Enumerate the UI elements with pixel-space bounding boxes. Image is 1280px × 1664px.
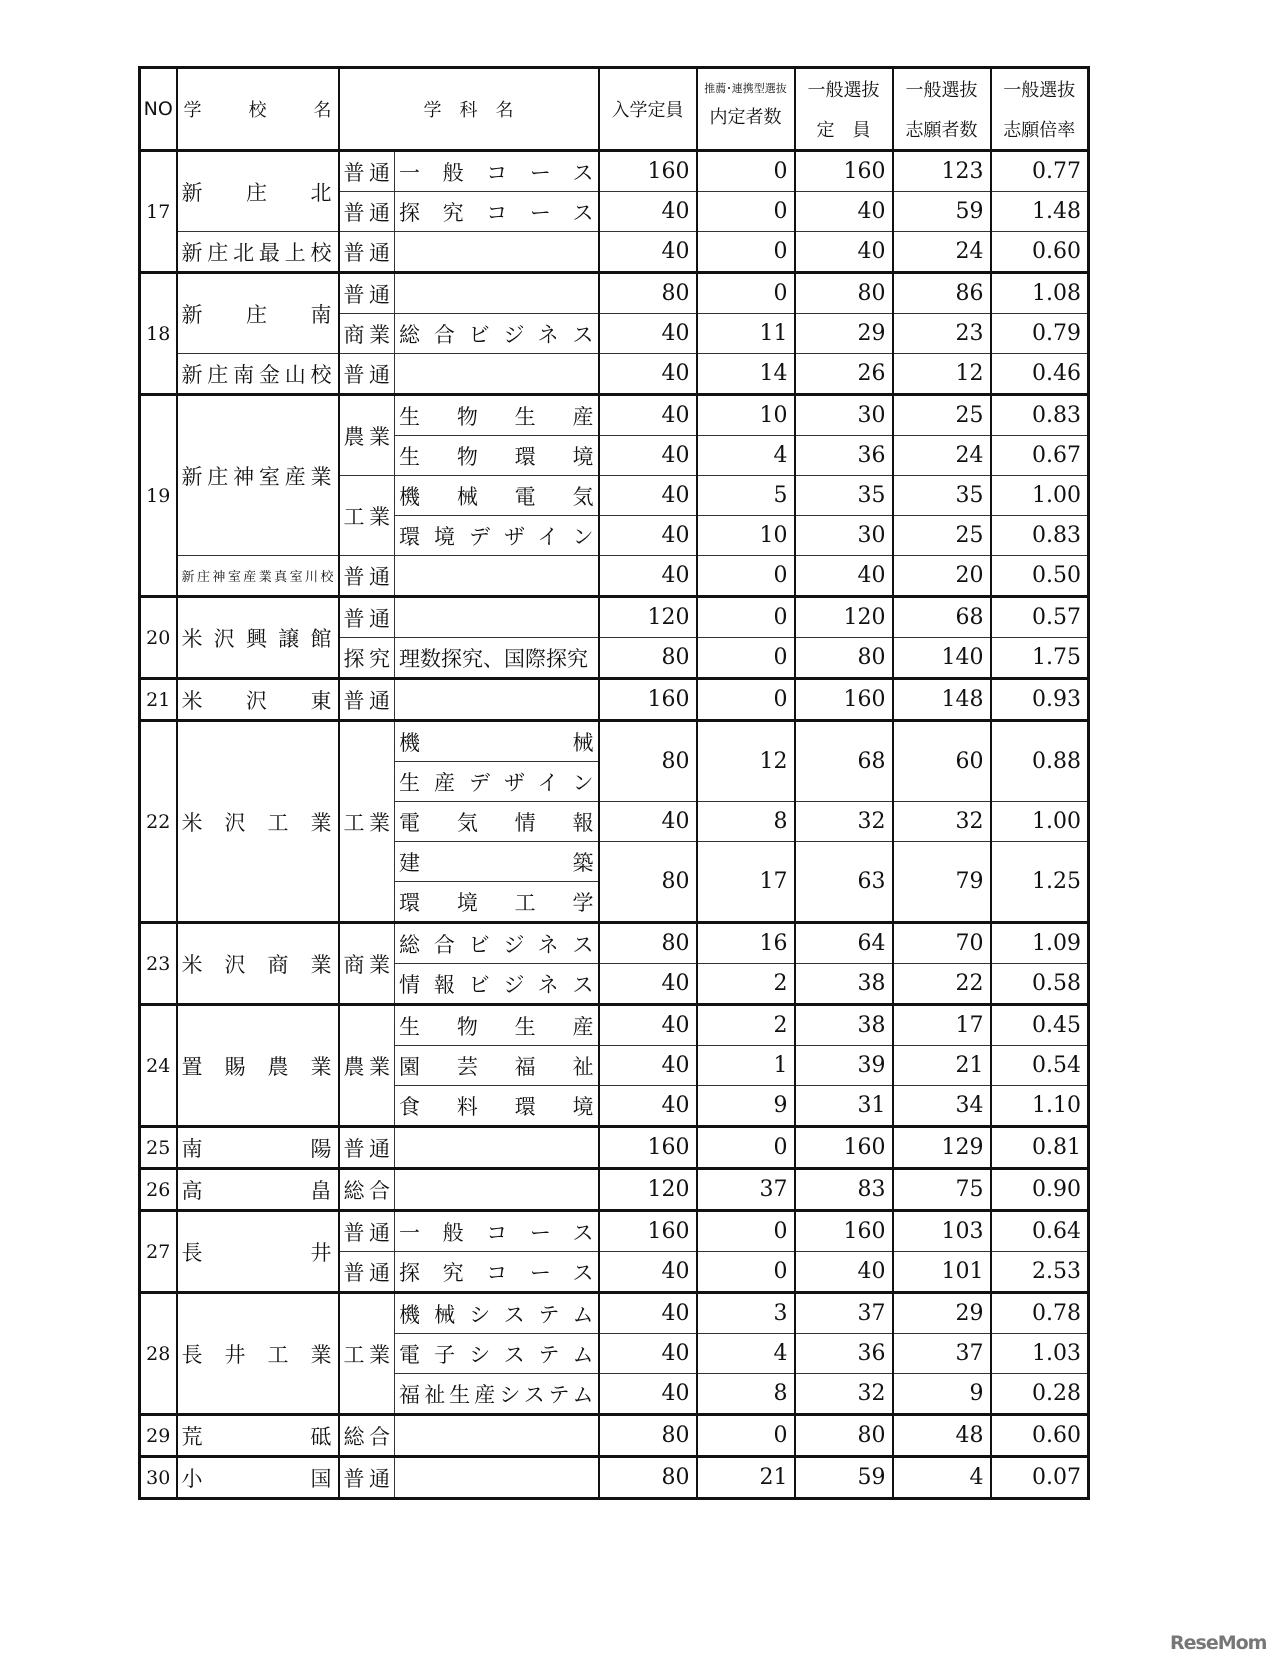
course-name xyxy=(395,232,599,273)
capacity: 160 xyxy=(599,1211,697,1252)
general-capacity: 80 xyxy=(795,1415,893,1457)
dept-type: 探究 xyxy=(339,638,395,679)
recommend-count: 5 xyxy=(697,476,795,516)
header-recommend-bottom: 内定者数 xyxy=(709,107,782,128)
school-no: 29 xyxy=(140,1415,177,1457)
course-name: 生産デザイン xyxy=(395,762,599,802)
table-row xyxy=(140,1211,1089,1252)
dept-type: 商業 xyxy=(339,314,395,354)
recommend-count: 0 xyxy=(697,232,795,273)
capacity: 80 xyxy=(599,273,697,314)
applicants: 22 xyxy=(893,964,991,1005)
ratio: 1.08 xyxy=(991,273,1089,314)
course-name: 理数探究、国際探究 xyxy=(395,638,599,679)
recommend-count: 4 xyxy=(697,436,795,476)
ratio: 0.79 xyxy=(991,314,1089,354)
recommend-count: 17 xyxy=(697,842,795,923)
ratio: 1.75 xyxy=(991,638,1089,679)
ratio: 0.57 xyxy=(991,597,1089,638)
table-row xyxy=(140,1169,1089,1211)
recommend-count: 0 xyxy=(697,1127,795,1169)
course-name: 環境工学 xyxy=(395,882,599,923)
dept-type: 農業 xyxy=(339,395,395,476)
recommend-count: 8 xyxy=(697,1374,795,1415)
capacity: 80 xyxy=(599,923,697,964)
table-row xyxy=(140,273,1089,314)
applicants: 24 xyxy=(893,436,991,476)
applicants: 101 xyxy=(893,1252,991,1293)
course-name xyxy=(395,1169,599,1211)
header-ratio-top: 一般選抜 xyxy=(991,68,1089,110)
school-no: 28 xyxy=(140,1293,177,1415)
ratio: 0.50 xyxy=(991,556,1089,597)
header-course: 学 科 名 xyxy=(339,68,599,151)
course-name: 環境デザイン xyxy=(395,516,599,556)
header-recommend xyxy=(697,68,795,151)
applicants: 59 xyxy=(893,192,991,232)
recommend-count: 14 xyxy=(697,354,795,395)
dept-type: 普通 xyxy=(339,354,395,395)
capacity: 40 xyxy=(599,1334,697,1374)
dept-type: 普通 xyxy=(339,273,395,314)
ratio: 0.78 xyxy=(991,1293,1089,1334)
applicants: 9 xyxy=(893,1374,991,1415)
capacity: 80 xyxy=(599,638,697,679)
dept-type: 総合 xyxy=(339,1415,395,1457)
school-name: 米沢興譲館 xyxy=(177,597,339,679)
ratio: 0.60 xyxy=(991,232,1089,273)
applicants: 17 xyxy=(893,1005,991,1046)
recommend-count: 0 xyxy=(697,151,795,192)
general-capacity: 80 xyxy=(795,638,893,679)
school-no: 23 xyxy=(140,923,177,1005)
capacity: 40 xyxy=(599,516,697,556)
general-capacity: 160 xyxy=(795,151,893,192)
applicants: 70 xyxy=(893,923,991,964)
recommend-count: 10 xyxy=(697,395,795,436)
dept-type: 普通 xyxy=(339,597,395,638)
school-name: 長井工業 xyxy=(177,1293,339,1415)
applicants: 20 xyxy=(893,556,991,597)
school-no: 17 xyxy=(140,151,177,273)
capacity: 40 xyxy=(599,1086,697,1127)
header-school: 学 校 名 xyxy=(177,68,339,151)
ratio: 0.28 xyxy=(991,1374,1089,1415)
ratio: 0.83 xyxy=(991,516,1089,556)
capacity: 40 xyxy=(599,436,697,476)
recommend-count: 0 xyxy=(697,1252,795,1293)
recommend-count: 37 xyxy=(697,1169,795,1211)
ratio: 1.03 xyxy=(991,1334,1089,1374)
general-capacity: 40 xyxy=(795,232,893,273)
school-no: 26 xyxy=(140,1169,177,1211)
table-row xyxy=(140,1293,1089,1334)
capacity: 40 xyxy=(599,476,697,516)
general-capacity: 160 xyxy=(795,679,893,721)
school-name: 米沢工業 xyxy=(177,721,339,923)
general-capacity: 120 xyxy=(795,597,893,638)
capacity: 80 xyxy=(599,721,697,802)
capacity: 40 xyxy=(599,314,697,354)
school-name: 新庄南 xyxy=(177,273,339,354)
recommend-count: 0 xyxy=(697,556,795,597)
applicants: 68 xyxy=(893,597,991,638)
recommend-count: 16 xyxy=(697,923,795,964)
general-capacity: 160 xyxy=(795,1127,893,1169)
capacity: 40 xyxy=(599,1293,697,1334)
dept-type: 総合 xyxy=(339,1169,395,1211)
applicants: 12 xyxy=(893,354,991,395)
general-capacity: 39 xyxy=(795,1046,893,1086)
general-capacity: 36 xyxy=(795,436,893,476)
general-capacity: 37 xyxy=(795,1293,893,1334)
recommend-count: 0 xyxy=(697,638,795,679)
capacity: 40 xyxy=(599,192,697,232)
school-name: 南陽 xyxy=(177,1127,339,1169)
recommend-count: 10 xyxy=(697,516,795,556)
school-name: 高畠 xyxy=(177,1169,339,1211)
course-name xyxy=(395,597,599,638)
general-capacity: 80 xyxy=(795,273,893,314)
recommend-count: 0 xyxy=(697,1211,795,1252)
recommend-count: 1 xyxy=(697,1046,795,1086)
applicants: 79 xyxy=(893,842,991,923)
capacity: 160 xyxy=(599,151,697,192)
course-name: 機械システム xyxy=(395,1293,599,1334)
header-recommend-top: 推薦･連携型選抜 xyxy=(704,82,787,95)
course-name: 情報ビジネス xyxy=(395,964,599,1005)
school-name: 新庄南金山校 xyxy=(177,354,339,395)
table-row xyxy=(140,1127,1089,1169)
table-row xyxy=(140,679,1089,721)
applicants: 140 xyxy=(893,638,991,679)
general-capacity: 30 xyxy=(795,516,893,556)
school-name: 新庄神室産業真室川校 xyxy=(177,556,339,597)
ratio: 0.54 xyxy=(991,1046,1089,1086)
header-applicants-bottom: 志願者数 xyxy=(893,109,991,151)
ratio: 0.88 xyxy=(991,721,1089,802)
dept-type: 工業 xyxy=(339,721,395,923)
ratio: 0.77 xyxy=(991,151,1089,192)
school-name: 新庄北 xyxy=(177,151,339,232)
capacity: 40 xyxy=(599,556,697,597)
dept-type: 普通 xyxy=(339,192,395,232)
applicants: 34 xyxy=(893,1086,991,1127)
header-capacity: 入学定員 xyxy=(599,68,697,151)
header-no: NO xyxy=(140,68,177,151)
capacity: 80 xyxy=(599,1457,697,1499)
course-name: 一般コース xyxy=(395,1211,599,1252)
general-capacity: 32 xyxy=(795,1374,893,1415)
recommend-count: 0 xyxy=(697,273,795,314)
ratio: 0.83 xyxy=(991,395,1089,436)
dept-type: 商業 xyxy=(339,923,395,1005)
header-applicants-top: 一般選抜 xyxy=(893,68,991,110)
course-name xyxy=(395,679,599,721)
general-capacity: 30 xyxy=(795,395,893,436)
applicants: 86 xyxy=(893,273,991,314)
table-row xyxy=(140,556,1089,597)
table-row xyxy=(140,232,1089,273)
table-row xyxy=(140,923,1089,964)
applicants: 123 xyxy=(893,151,991,192)
applicants: 129 xyxy=(893,1127,991,1169)
ratio: 0.81 xyxy=(991,1127,1089,1169)
course-name: 機械 xyxy=(395,721,599,762)
school-no: 20 xyxy=(140,597,177,679)
general-capacity: 32 xyxy=(795,802,893,842)
applicants: 148 xyxy=(893,679,991,721)
recommend-count: 8 xyxy=(697,802,795,842)
course-name: 福祉生産システム xyxy=(395,1374,599,1415)
school-no: 30 xyxy=(140,1457,177,1499)
recommend-count: 0 xyxy=(697,679,795,721)
school-no: 19 xyxy=(140,395,177,597)
capacity: 40 xyxy=(599,1252,697,1293)
recommend-count: 21 xyxy=(697,1457,795,1499)
course-name: 建築 xyxy=(395,842,599,882)
school-no: 18 xyxy=(140,273,177,395)
ratio: 0.45 xyxy=(991,1005,1089,1046)
general-capacity: 26 xyxy=(795,354,893,395)
capacity: 80 xyxy=(599,842,697,923)
capacity: 40 xyxy=(599,395,697,436)
table-row xyxy=(140,395,1089,436)
course-name: 電気情報 xyxy=(395,802,599,842)
course-name: 探究コース xyxy=(395,1252,599,1293)
applicants: 25 xyxy=(893,516,991,556)
general-capacity: 160 xyxy=(795,1211,893,1252)
school-name: 米沢商業 xyxy=(177,923,339,1005)
ratio: 0.60 xyxy=(991,1415,1089,1457)
admission-table-sheet xyxy=(138,66,1090,1500)
dept-type: 普通 xyxy=(339,1252,395,1293)
applicants: 4 xyxy=(893,1457,991,1499)
applicants: 35 xyxy=(893,476,991,516)
course-name: 機械電気 xyxy=(395,476,599,516)
general-capacity: 35 xyxy=(795,476,893,516)
capacity: 40 xyxy=(599,802,697,842)
header-ratio-bottom: 志願倍率 xyxy=(991,109,1089,151)
school-no: 21 xyxy=(140,679,177,721)
capacity: 80 xyxy=(599,1415,697,1457)
dept-type: 普通 xyxy=(339,1127,395,1169)
applicants: 24 xyxy=(893,232,991,273)
course-name: 総合ビジネス xyxy=(395,923,599,964)
school-name: 小国 xyxy=(177,1457,339,1499)
general-capacity: 38 xyxy=(795,964,893,1005)
ratio: 1.10 xyxy=(991,1086,1089,1127)
general-capacity: 40 xyxy=(795,1252,893,1293)
capacity: 40 xyxy=(599,1046,697,1086)
course-name xyxy=(395,1457,599,1499)
school-name: 新庄神室産業 xyxy=(177,395,339,556)
applicants: 103 xyxy=(893,1211,991,1252)
general-capacity: 36 xyxy=(795,1334,893,1374)
dept-type: 普通 xyxy=(339,1457,395,1499)
ratio: 0.58 xyxy=(991,964,1089,1005)
recommend-count: 0 xyxy=(697,1415,795,1457)
dept-type: 普通 xyxy=(339,679,395,721)
applicants: 32 xyxy=(893,802,991,842)
applicants: 25 xyxy=(893,395,991,436)
school-name: 長井 xyxy=(177,1211,339,1293)
ratio: 1.00 xyxy=(991,802,1089,842)
recommend-count: 2 xyxy=(697,964,795,1005)
general-capacity: 29 xyxy=(795,314,893,354)
general-capacity: 64 xyxy=(795,923,893,964)
resemom-logo: ReseMom xyxy=(1170,1632,1267,1654)
table-row xyxy=(140,1415,1089,1457)
course-name: 総合ビジネス xyxy=(395,314,599,354)
school-name: 米沢東 xyxy=(177,679,339,721)
school-no: 25 xyxy=(140,1127,177,1169)
capacity: 40 xyxy=(599,1005,697,1046)
recommend-count: 4 xyxy=(697,1334,795,1374)
table-row xyxy=(140,597,1089,638)
applicants: 23 xyxy=(893,314,991,354)
course-name xyxy=(395,1415,599,1457)
table-row xyxy=(140,1457,1089,1499)
ratio: 1.25 xyxy=(991,842,1089,923)
school-name: 置賜農業 xyxy=(177,1005,339,1127)
applicants: 37 xyxy=(893,1334,991,1374)
general-capacity: 83 xyxy=(795,1169,893,1211)
capacity: 40 xyxy=(599,964,697,1005)
table-row xyxy=(140,354,1089,395)
course-name: 探究コース xyxy=(395,192,599,232)
school-no: 22 xyxy=(140,721,177,923)
dept-type: 普通 xyxy=(339,151,395,192)
course-name xyxy=(395,1127,599,1169)
course-name xyxy=(395,354,599,395)
course-name: 電子システム xyxy=(395,1334,599,1374)
dept-type: 工業 xyxy=(339,1293,395,1415)
general-capacity: 59 xyxy=(795,1457,893,1499)
ratio: 0.67 xyxy=(991,436,1089,476)
dept-type: 工業 xyxy=(339,476,395,556)
school-no: 24 xyxy=(140,1005,177,1127)
applicants: 60 xyxy=(893,721,991,802)
ratio: 0.93 xyxy=(991,679,1089,721)
capacity: 40 xyxy=(599,354,697,395)
recommend-count: 3 xyxy=(697,1293,795,1334)
ratio: 0.07 xyxy=(991,1457,1089,1499)
general-capacity: 68 xyxy=(795,721,893,802)
general-capacity: 63 xyxy=(795,842,893,923)
dept-type: 普通 xyxy=(339,556,395,597)
school-no: 27 xyxy=(140,1211,177,1293)
ratio: 0.64 xyxy=(991,1211,1089,1252)
applicants: 29 xyxy=(893,1293,991,1334)
capacity: 160 xyxy=(599,679,697,721)
applicants: 75 xyxy=(893,1169,991,1211)
dept-type: 普通 xyxy=(339,1211,395,1252)
capacity: 40 xyxy=(599,1374,697,1415)
capacity: 120 xyxy=(599,1169,697,1211)
course-name: 食料環境 xyxy=(395,1086,599,1127)
recommend-count: 0 xyxy=(697,192,795,232)
applicants: 21 xyxy=(893,1046,991,1086)
course-name: 生物生産 xyxy=(395,395,599,436)
general-capacity: 40 xyxy=(795,192,893,232)
capacity: 40 xyxy=(599,232,697,273)
ratio: 1.48 xyxy=(991,192,1089,232)
table-row xyxy=(140,721,1089,762)
general-capacity: 38 xyxy=(795,1005,893,1046)
school-name: 荒砥 xyxy=(177,1415,339,1457)
course-name: 園芸福祉 xyxy=(395,1046,599,1086)
ratio: 2.53 xyxy=(991,1252,1089,1293)
recommend-count: 0 xyxy=(697,597,795,638)
table-row xyxy=(140,151,1089,192)
header-general-cap-top: 一般選抜 xyxy=(795,68,893,110)
recommend-count: 9 xyxy=(697,1086,795,1127)
recommend-count: 12 xyxy=(697,721,795,802)
ratio: 0.46 xyxy=(991,354,1089,395)
ratio: 1.00 xyxy=(991,476,1089,516)
general-capacity: 31 xyxy=(795,1086,893,1127)
applicants: 48 xyxy=(893,1415,991,1457)
dept-type: 農業 xyxy=(339,1005,395,1127)
recommend-count: 11 xyxy=(697,314,795,354)
ratio: 1.09 xyxy=(991,923,1089,964)
general-capacity: 40 xyxy=(795,556,893,597)
recommend-count: 2 xyxy=(697,1005,795,1046)
header-general-cap-bottom: 定 員 xyxy=(795,109,893,151)
dept-type: 普通 xyxy=(339,232,395,273)
course-name: 生物生産 xyxy=(395,1005,599,1046)
ratio: 0.90 xyxy=(991,1169,1089,1211)
capacity: 120 xyxy=(599,597,697,638)
table-row xyxy=(140,1005,1089,1046)
course-name xyxy=(395,273,599,314)
course-name: 一般コース xyxy=(395,151,599,192)
course-name xyxy=(395,556,599,597)
course-name: 生物環境 xyxy=(395,436,599,476)
capacity: 160 xyxy=(599,1127,697,1169)
school-name: 新庄北最上校 xyxy=(177,232,339,273)
admission-table xyxy=(138,66,1090,1500)
